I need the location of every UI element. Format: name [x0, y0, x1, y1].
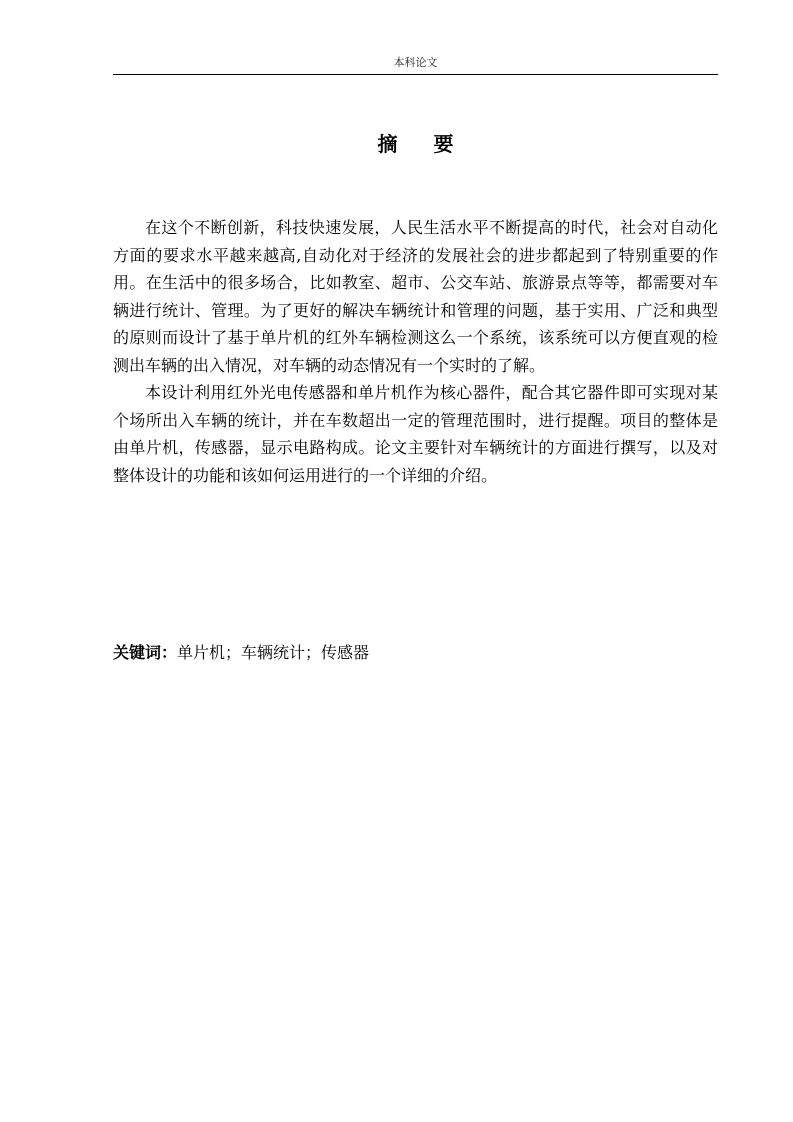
- keywords-value: 单片机；车辆统计；传感器: [177, 643, 370, 662]
- abstract-title: [113, 131, 718, 157]
- abstract-body: [113, 214, 718, 489]
- keywords-label: 关键词：: [113, 643, 178, 662]
- header-text: 本科论文: [393, 56, 438, 69]
- page-header: [113, 53, 718, 75]
- title-char-1: 摘: [377, 132, 398, 156]
- keywords-line: [113, 641, 718, 665]
- abstract-paragraph-1: 在这个不断创新，科技快速发展，人民生活水平不断提高的时代，社会对自动化方面的要求水平越来越高,自动化对于经济的发展社会的进步都起到了特别重要的作用。在生活中的很多场合，比如教室、超市、公交车站、旅游景点等等，都需要对车辆进行统计、管理。为了更好的解决车辆统计和管理的问题，基于实用、广泛和典型的原则而设计了基于单片机的红外车辆检测这么一个系统，该系统可以方便直观的检测出车辆的出入情况，对车辆的动态情况有一个实时的了解。: [113, 218, 718, 375]
- title-char-2: 要: [433, 132, 454, 156]
- abstract-paragraph-2: 本设计利用红外光电传感器和单片机作为核心器件，配合其它器件即可实现对某个场所出入车辆的统计，并在车数超出一定的管理范围时，进行提醒。项目的整体是由单片机，传感器，显示电路构成。论文主要针对车辆统计的方面进行撰写，以及对整体设计的功能和该如何运用进行的一个详细的介绍。: [113, 383, 718, 485]
